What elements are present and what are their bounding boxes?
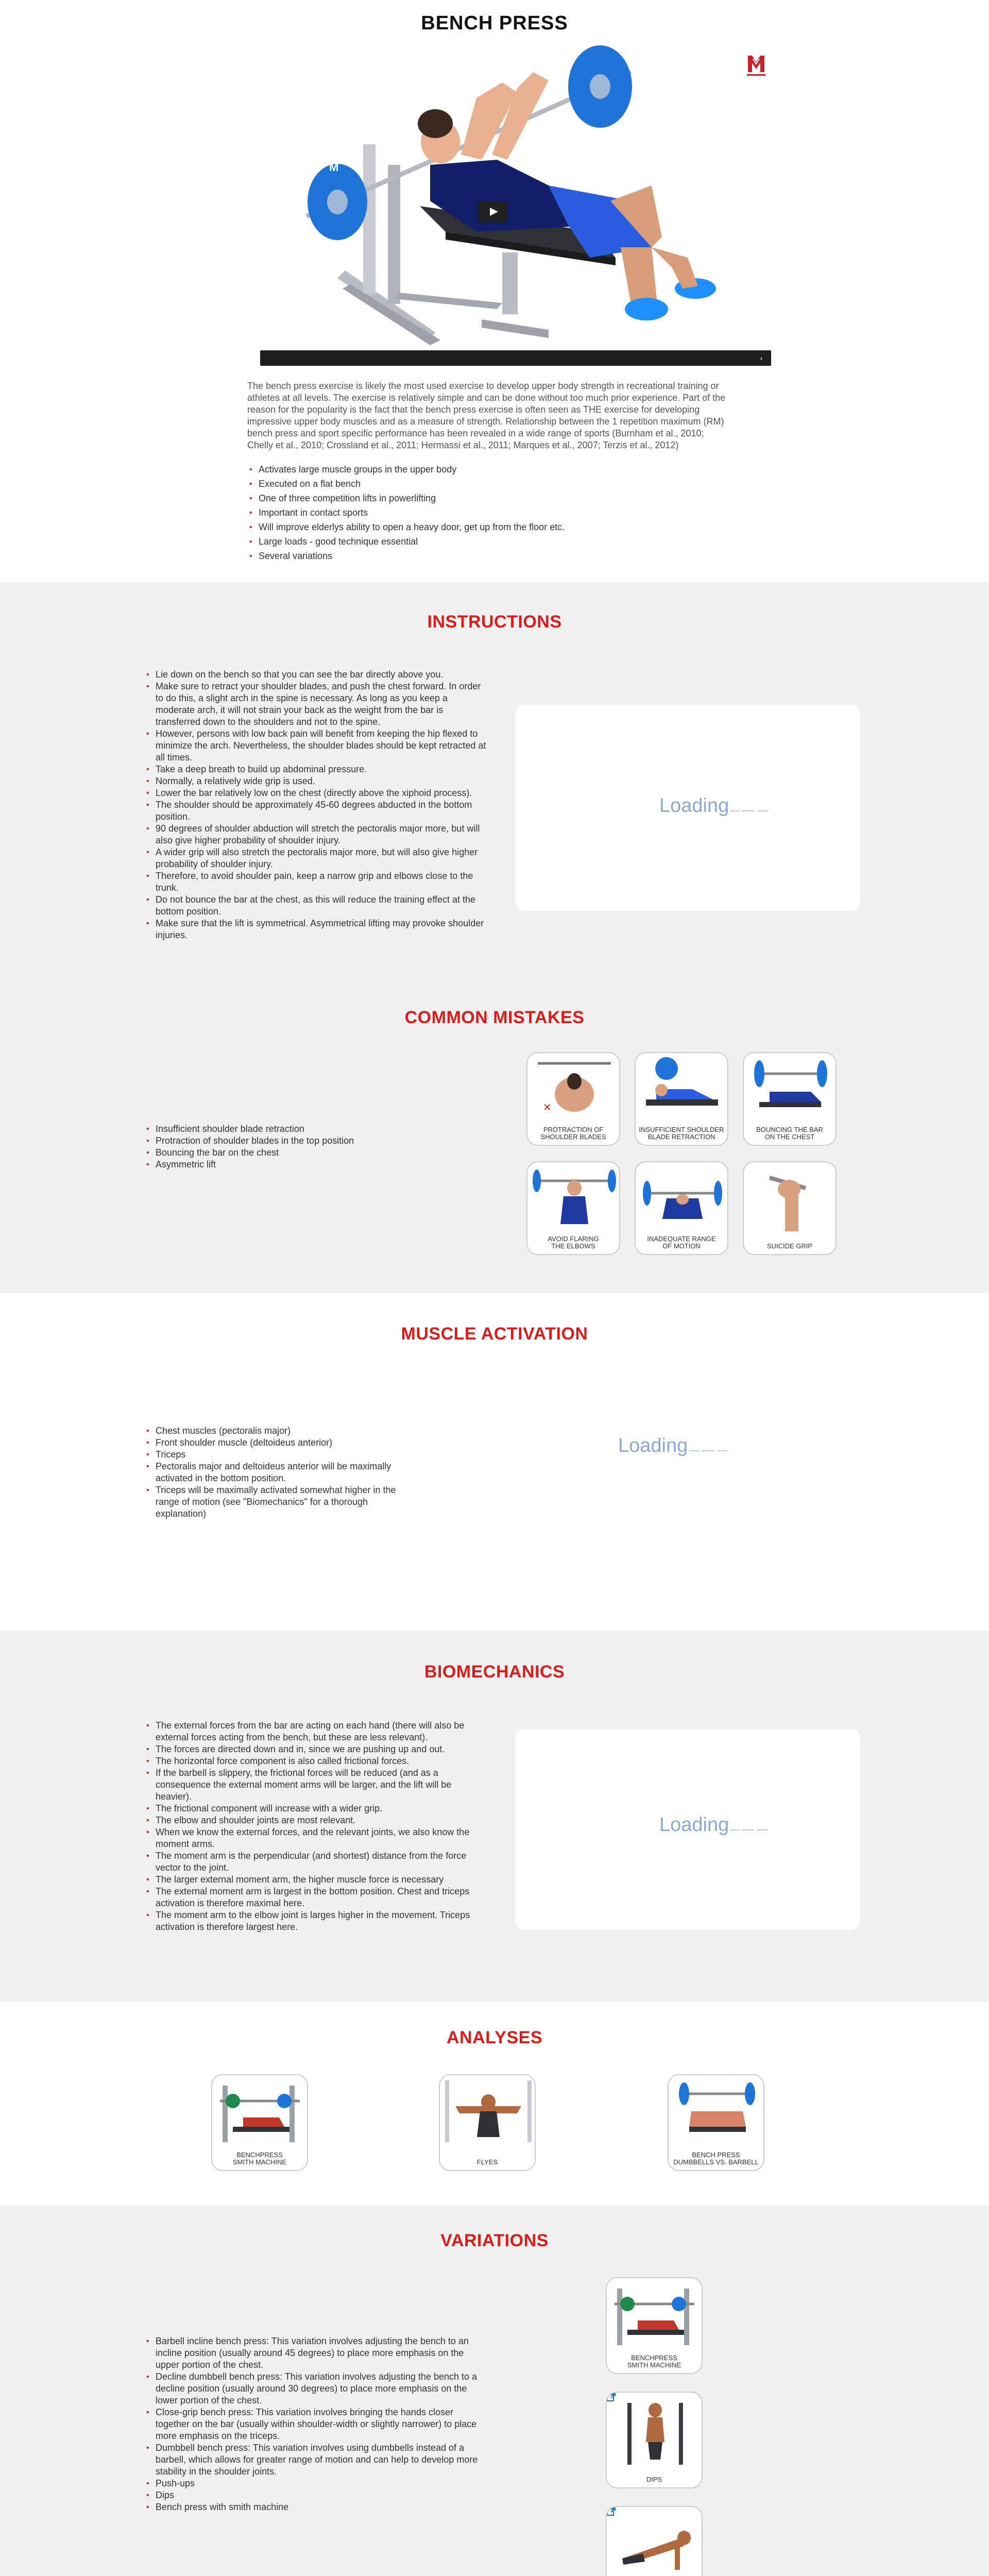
instructions-list — [144, 669, 489, 941]
list-item: • Triceps — [144, 1449, 412, 1461]
card-caption-line: DIPS — [646, 2476, 662, 2483]
list-item: • When we know the external forces, and the relevant joints, we also know the moment arms. — [144, 1826, 484, 1850]
list-item: • The external forces from the bar are acting on each hand (there will also be external forces acting from the bench, but these are less relevant). — [144, 1720, 484, 1743]
list-item: • Protraction of shoulder blades in the top position — [144, 1135, 474, 1147]
list-item: • One of three competition lifts in powerlifting — [247, 493, 731, 504]
analyses-title: ANALYSES — [446, 2028, 543, 2047]
list-item: • If the barbell is slippery, the frictional forces will be reduced (and as a consequence the external moment arms will be larger, and the lift will be heavier). — [144, 1767, 484, 1803]
loading-dash — [757, 810, 768, 811]
list-item: • Bench press with smith machine — [144, 2501, 484, 2513]
variations-list — [144, 2335, 484, 2513]
list-item: • Do not bounce the bar at the chest, as this will reduce the training effect at the bottom position. — [144, 894, 489, 918]
list-item: • Important in contact sports — [247, 507, 731, 519]
biomechanics-animation[interactable] — [515, 1729, 860, 1930]
card-caption-line: BLADE RETRACTION — [647, 1133, 715, 1141]
list-item: • The larger external moment arm, the higher muscle force is necessary — [144, 1874, 484, 1886]
list-item: • The frictional component will increase with a wider grip. — [144, 1803, 484, 1815]
svg-text:✕: ✕ — [543, 1102, 552, 1113]
play-button[interactable] — [478, 201, 508, 222]
list-item: • Decline dumbbell bench press: This variation involves adjusting the bench to a decline position (usually around 30 degrees) to place more emphasis on the lower portion of the chest. — [144, 2371, 484, 2406]
muscle-title: MUSCLE ACTIVATION — [401, 1324, 588, 1344]
list-item: • Will improve elderlys ability to open a heavy door, get up from the floor etc. — [247, 521, 731, 533]
list-item: • Close-grip bench press: This variation involves bringing the hands closer together on the bar (usually within shoulder-width or slightly narrower) to place more emphasis on the triceps. — [144, 2406, 484, 2442]
list-item: • Barbell incline bench press: This variation involves adjusting the bench to an incline position (usually around 45 degrees) to place more emphasis on the upper portion of the chest. — [144, 2335, 484, 2371]
mistake-card-range[interactable] — [635, 1161, 728, 1255]
loading-dash — [730, 1829, 740, 1831]
loading-dash — [689, 1450, 700, 1451]
intro-bullet-list — [247, 464, 731, 565]
list-item: • Normally, a relatively wide grip is used. — [144, 775, 489, 787]
card-caption-line: BOUNCING THE BAR — [756, 1126, 823, 1133]
analysis-card-dumbbells[interactable] — [668, 2074, 764, 2171]
loading-dash — [757, 1829, 768, 1831]
loading-text: Loading — [618, 1435, 688, 1456]
card-caption-line: SMITH MACHINE — [233, 2158, 286, 2166]
variation-card-smith[interactable] — [606, 2277, 703, 2374]
list-item: • Bouncing the bar on the chest — [144, 1147, 474, 1159]
list-item: • The moment arm to the elbow joint is larges higher in the movement. Triceps activation is therefore largest here. — [144, 1909, 484, 1933]
mistakes-list — [144, 1123, 474, 1171]
loading-text: Loading — [659, 1814, 729, 1836]
card-caption-line: INADEQUATE RANGE — [647, 1235, 716, 1243]
instructions-section — [0, 582, 989, 1293]
list-item: • Lie down on the bench so that you can see the bar directly above you. — [144, 669, 489, 681]
list-item: • Chest muscles (pectoralis major) — [144, 1425, 412, 1437]
card-caption-line: BENCH PRESS — [692, 2151, 740, 2159]
instructions-title: INSTRUCTIONS — [427, 612, 562, 632]
card-caption-line: BENCHPRESS — [631, 2354, 677, 2362]
card-caption-line: DUMBBELLS VS. BARBELL — [673, 2158, 759, 2166]
list-item: • Triceps will be maximally activated somewhat higher in the range of motion (see "Biomechanics" for a thorough explanation) — [144, 1484, 412, 1520]
biomechanics-section — [0, 1631, 989, 2002]
list-item: • The horizontal force component is also called frictional forces. — [144, 1755, 484, 1767]
external-link-icon[interactable] — [607, 2507, 616, 2516]
variation-card-dips[interactable] — [606, 2392, 703, 2488]
card-caption-line: BENCHPRESS — [236, 2151, 283, 2159]
muscle-animation[interactable] — [567, 1417, 814, 1479]
hero-section — [0, 0, 989, 582]
card-caption-line: OF MOTION — [662, 1242, 701, 1250]
list-item: • Insufficient shoulder blade retraction — [144, 1123, 474, 1135]
card-caption-line: PROTRACTION OF — [543, 1126, 604, 1133]
list-item: • Front shoulder muscle (deltoideus anterior) — [144, 1437, 412, 1449]
mistake-card-bouncing[interactable] — [743, 1052, 837, 1146]
list-item: • However, persons with low back pain will benefit from keeping the hip flexed to minimize the arch. Nevertheless, the shoulder blades should be kept retracted at all times. — [144, 728, 489, 764]
list-item: • Dumbbell bench press: This variation involves using dumbbells instead of a barbell, which allows for greater range of motion and can help to develop more stability in the shoulder joints. — [144, 2442, 484, 2478]
mistake-card-protraction[interactable] — [526, 1052, 620, 1146]
external-link-icon[interactable] — [607, 2393, 616, 2402]
card-caption-line: FLYES — [476, 2158, 498, 2166]
card-caption-line: THE ELBOWS — [551, 1242, 595, 1250]
variations-section — [0, 2205, 989, 2576]
loading-dash — [730, 810, 740, 811]
list-item: • The shoulder should be approximately 45-60 degrees abducted in the bottom position. — [144, 799, 489, 823]
list-item: • The external moment arm is largest in the bottom position. Chest and triceps activation is therefore maximal here. — [144, 1886, 484, 1909]
list-item: • Lower the bar relatively low on the chest (directly above the xiphoid process). — [144, 787, 489, 799]
card-caption-line: ON THE CHEST — [764, 1133, 815, 1141]
list-item: • Asymmetric lift — [144, 1159, 474, 1171]
list-item: • Activates large muscle groups in the upper body — [247, 464, 731, 476]
list-item: • Several variations — [247, 550, 731, 562]
loading-dash — [742, 810, 754, 811]
list-item: • Dips — [144, 2489, 484, 2501]
video-controls-bar[interactable] — [260, 350, 771, 366]
analyses-section — [0, 2002, 989, 2205]
list-item: • 90 degrees of shoulder abduction will stretch the pectoralis major more, but will also give higher probability of shoulder injury. — [144, 823, 489, 846]
list-item: • Take a deep breath to build up abdominal pressure. — [144, 764, 489, 775]
list-item: • Pectoralis major and deltoideus anterior will be maximally activated in the bottom position. — [144, 1461, 412, 1484]
biomechanics-list — [144, 1720, 484, 1933]
intro-text: The bench press exercise is likely the most used exercise to develop upper body strength in recreational training or athletes at all levels. The exercise is relatively simple and can be done without too much prior experience. Part of the reason for the popularity is the fact that the bench press exercise is often seen as THE exercise for developing impressive upper body muscles and as a measure of strength. Relationship between the 1 repetition maximum (RM) bench press and sport specific performance has been revealed in a wide range of sports (Burnham et al., 2010; Chelly et al., 2010; Crossland et al., 2011; Hermassi et al., 2011; Marques et al., 2007; Terzis et al., 2012) — [247, 381, 726, 450]
list-item: • The moment arm is the perpendicular (and shortest) distance from the force vector to the joint. — [144, 1850, 484, 1874]
loading-dash — [717, 1450, 727, 1451]
list-item: • Therefore, to avoid shoulder pain, keep a narrow grip and elbows close to the trunk. — [144, 870, 489, 894]
list-item: • Large loads - good technique essential — [247, 536, 731, 548]
loading-dash — [742, 1829, 754, 1831]
list-item: • Make sure to retract your shoulder blades, and push the chest forward. In order to do this, a slight arch in the spine is necessary. As long as you keep a moderate arch, it will not strain your back as the weight from the bar is transferred down to the shoulders and not to the spine. — [144, 681, 489, 728]
card-caption-line: SHOULDER BLADES — [540, 1133, 606, 1141]
list-item: • Make sure that the lift is symmetrical. Asymmetrical lifting may provoke shoulder injuries. — [144, 918, 489, 941]
page-title: BENCH PRESS — [421, 12, 568, 34]
muscle-list — [144, 1425, 412, 1520]
card-caption-line: AVOID FLARING — [548, 1235, 599, 1243]
loading-text: Loading — [659, 795, 729, 817]
analysis-card-flyes[interactable] — [439, 2074, 536, 2171]
analysis-card-smith[interactable] — [211, 2074, 308, 2171]
list-item: • Push-ups — [144, 2478, 484, 2489]
list-item: • The forces are directed down and in, since we are pushing up and out. — [144, 1743, 484, 1755]
list-item: • Executed on a flat bench — [247, 478, 731, 490]
variations-title: VARIATIONS — [440, 2231, 549, 2250]
mistakes-title: COMMON MISTAKES — [404, 1008, 585, 1027]
muscle-section — [0, 1293, 989, 1631]
video-player[interactable] — [260, 31, 771, 350]
card-caption-line: SMITH MACHINE — [627, 2361, 681, 2369]
card-caption-line: INSUFFICIENT SHOULDER — [639, 1126, 724, 1133]
instructions-animation[interactable] — [515, 705, 860, 911]
mistake-card-retraction[interactable] — [635, 1052, 728, 1146]
list-item: • The elbow and shoulder joints are most relevant. — [144, 1815, 484, 1826]
mistake-card-suicide-grip[interactable] — [743, 1161, 837, 1255]
card-caption-line: SUICIDE GRIP — [766, 1242, 813, 1250]
svg-text:M: M — [329, 161, 339, 174]
mistake-card-flaring[interactable] — [526, 1161, 620, 1255]
list-item: • A wider grip will also stretch the pectoralis major more, but will also give higher probability of shoulder injury. — [144, 846, 489, 870]
biomechanics-title: BIOMECHANICS — [424, 1662, 565, 1682]
loading-dash — [702, 1450, 714, 1451]
chevron-left-icon[interactable]: ‹ — [760, 354, 763, 362]
variation-card-pushup[interactable] — [606, 2506, 703, 2576]
